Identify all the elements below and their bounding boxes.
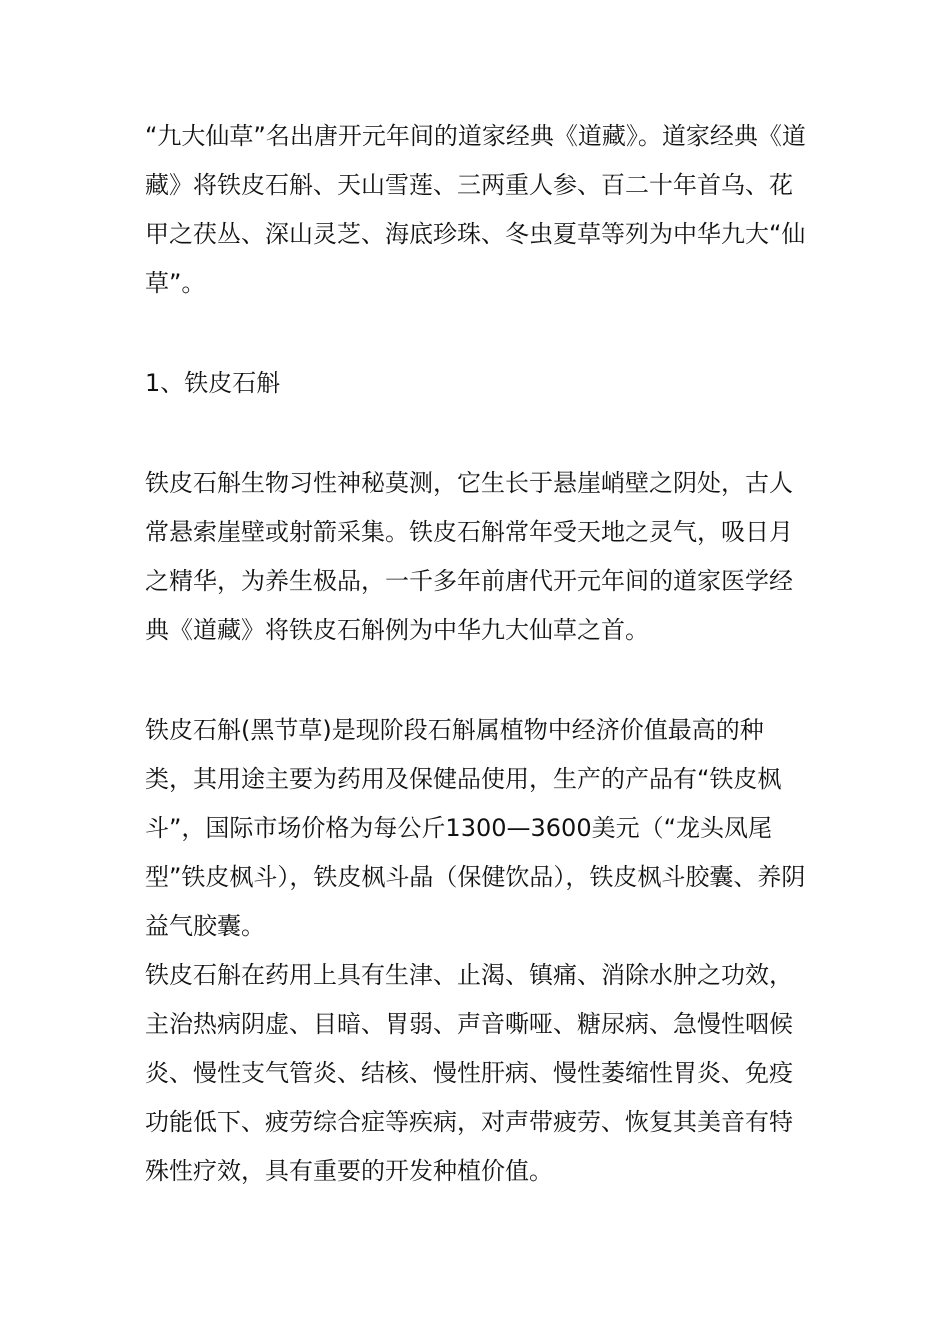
document-body bbox=[145, 112, 810, 1196]
value-paragraph: 铁皮石斛(黑节草)是现阶段石斛属植物中经济价值最高的种类，其用途主要为药用及保健品使用，生产的产品有“铁皮枫斗”，国际市场价格为每公斤1300—3600美元（“龙头凤尾型”铁皮枫斗），铁皮枫斗晶（保健饮品），铁皮枫斗胶囊、养阴益气胶囊。 bbox=[145, 716, 806, 940]
paragraph-gap bbox=[145, 408, 810, 459]
intro-paragraph: “九大仙草”名出唐开元年间的道家经典《道藏》。道家经典《道藏》将铁皮石斛、天山雪莲、三两重人参、百二十年首乌、花甲之茯丛、深山灵芝、海底珍珠、冬虫夏草等列为中华九大“仙草”。 bbox=[145, 122, 806, 297]
paragraph-gap bbox=[145, 308, 810, 359]
habit-paragraph: 铁皮石斛生物习性神秘莫测，它生长于悬崖峭壁之阴处，古人常悬索崖壁或射箭采集。铁皮石斛常年受天地之灵气，吸日月之精华，为养生极品，一千多年前唐代开元年间的道家医学经典《道藏》将铁皮石斛例为中华九大仙草之首。 bbox=[145, 469, 793, 644]
efficacy-paragraph: 铁皮石斛在药用上具有生津、止渴、镇痛、消除水肿之功效，主治热病阴虚、目暗、胃弱、声音嘶哑、糖尿病、急慢性咽候炎、慢性支气管炎、结核、慢性肝病、慢性萎缩性胃炎、免疫功能低下、疲劳综合症等疾病，对声带疲劳、恢复其美音有特殊性疗效，具有重要的开发种植价值。 bbox=[145, 961, 793, 1185]
paragraph-gap bbox=[145, 655, 810, 706]
section-heading-1: 1、铁皮石斛 bbox=[145, 369, 281, 397]
